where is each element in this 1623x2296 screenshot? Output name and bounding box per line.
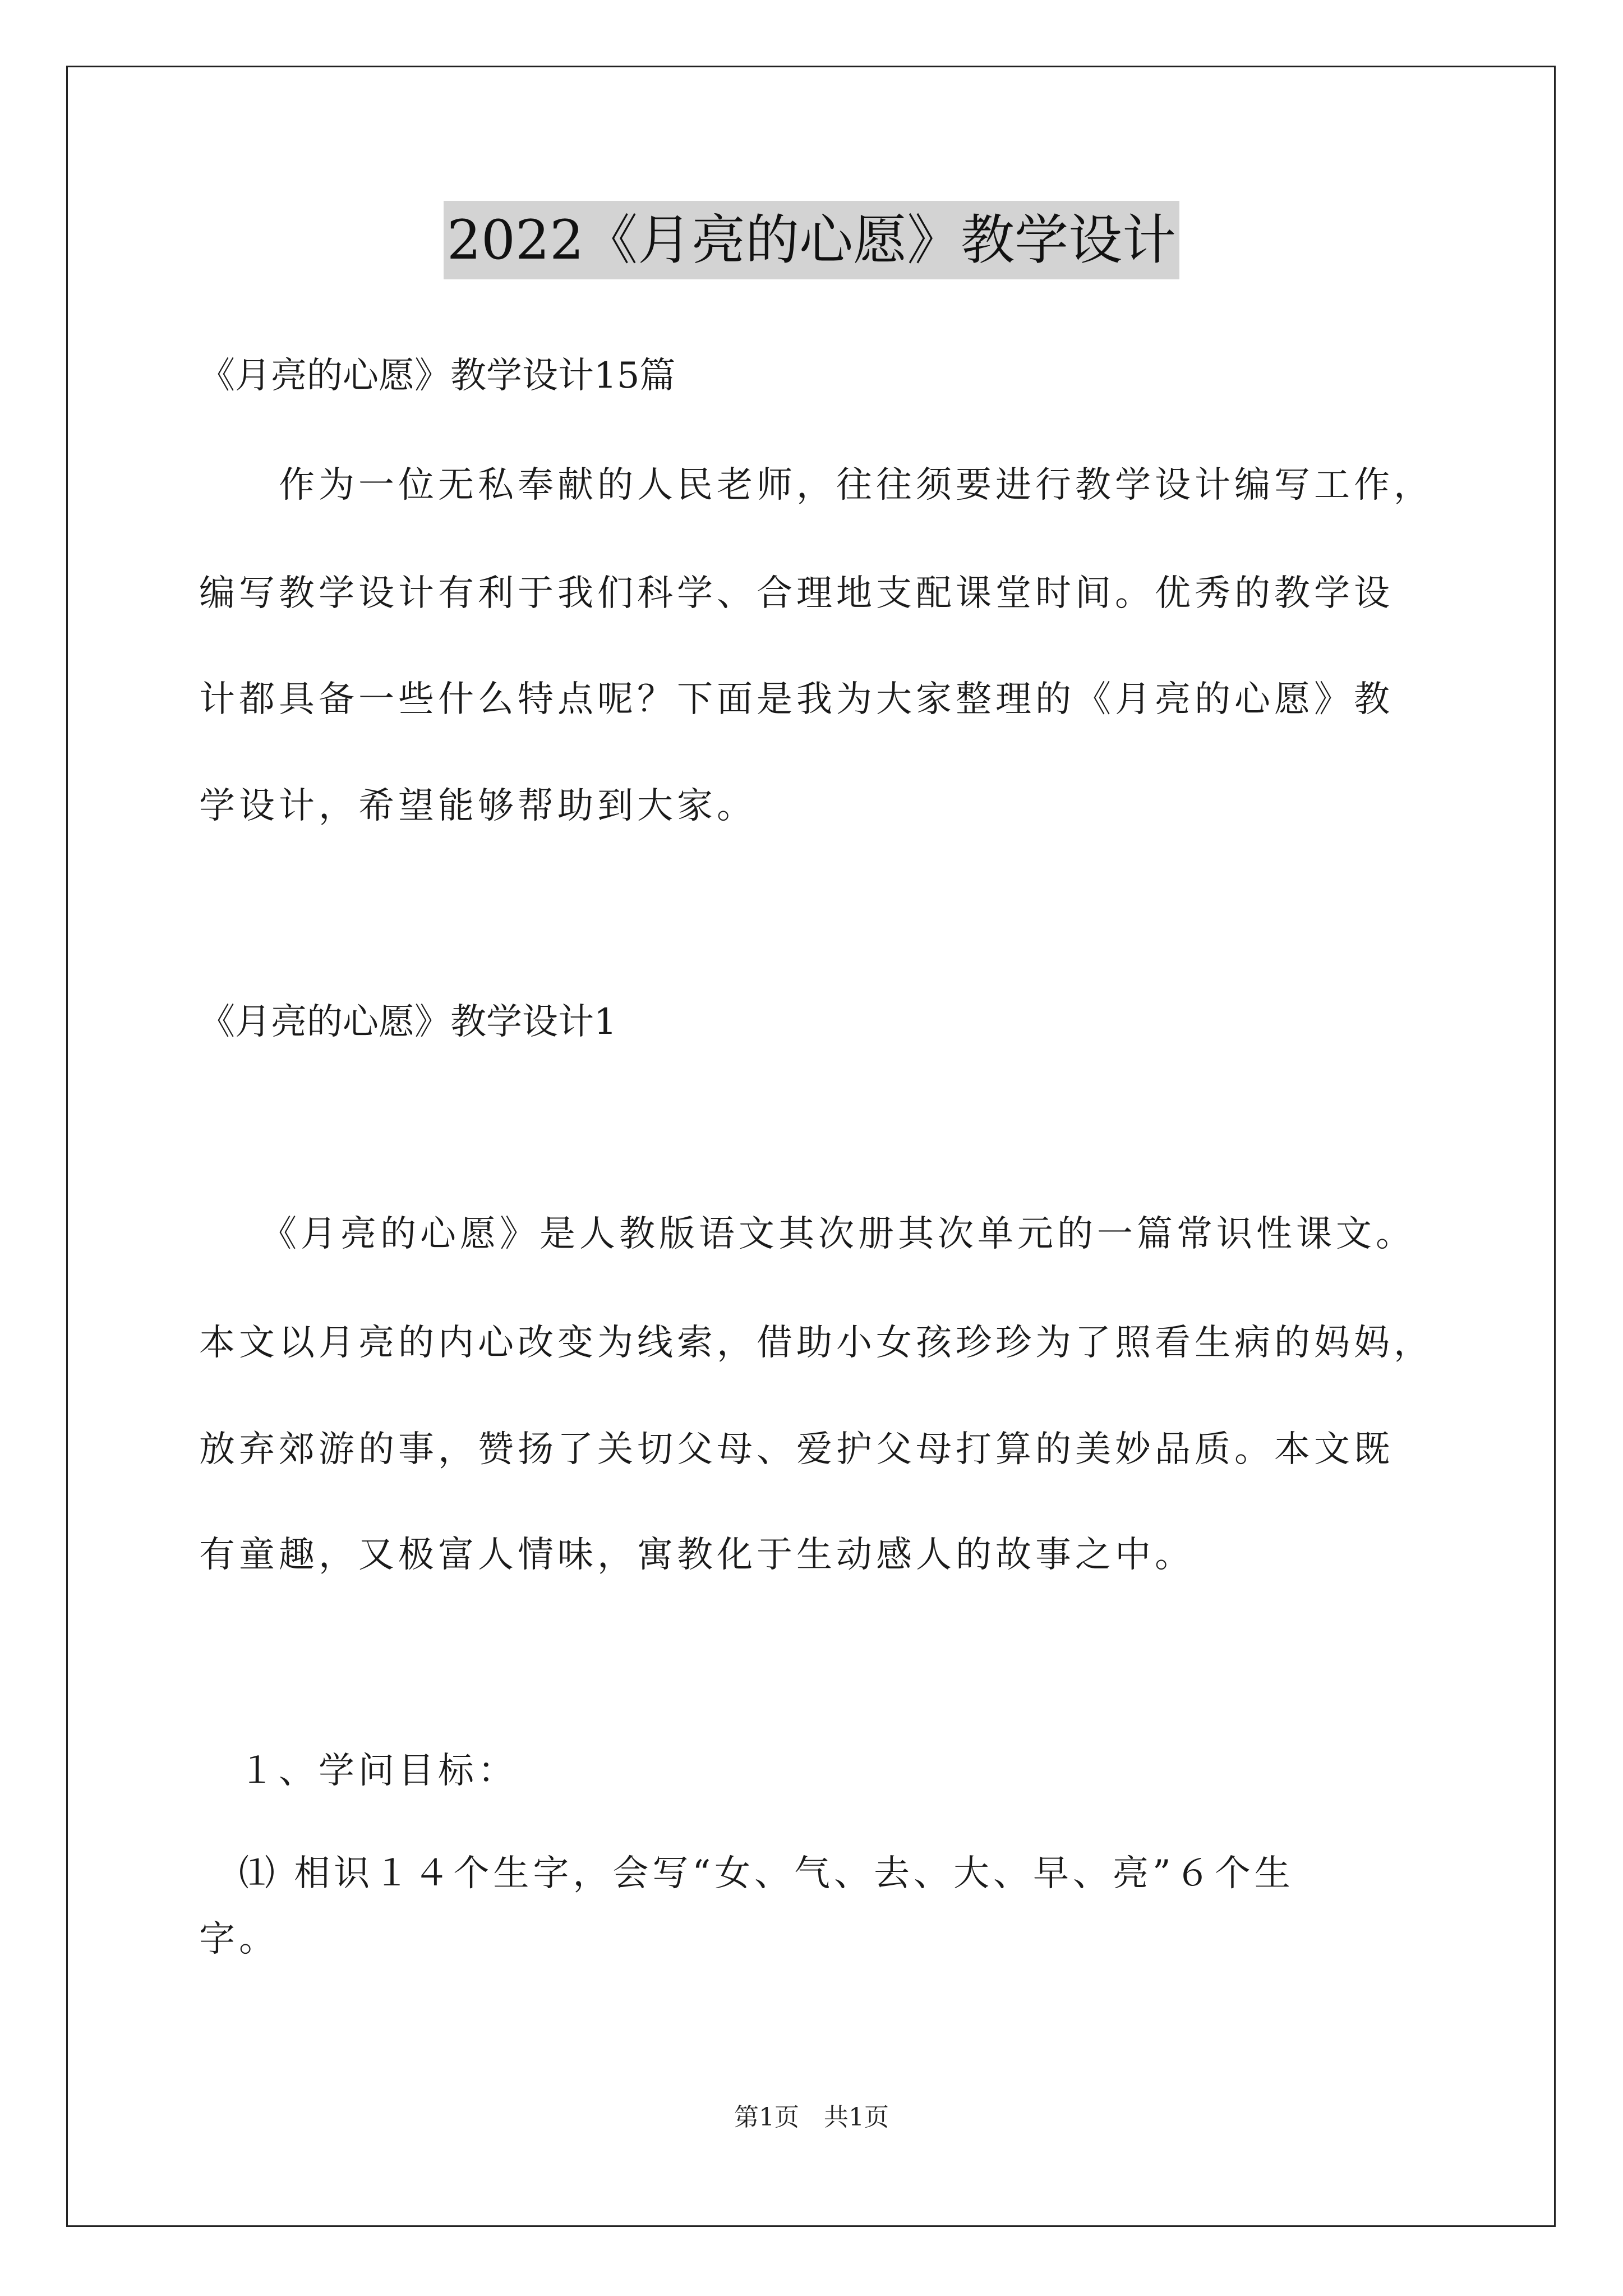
- title-container: [0, 201, 1623, 279]
- intro-line: 编写教学设计有利于我们科学、合理地支配课堂时间。优秀的教学设: [199, 573, 1394, 614]
- goal-line: 字。: [199, 1918, 279, 1960]
- intro-line: 学设计，希望能够帮助到大家。: [199, 785, 757, 827]
- goal-heading: １、学问目标：: [199, 1750, 518, 1792]
- document-title: 2022《月亮的心愿》教学设计: [444, 201, 1179, 279]
- page-footer: 第1页 共1页: [734, 2103, 889, 2132]
- intro-line: 计都具备一些什么特点呢？下面是我为大家整理的《月亮的心愿》教: [199, 679, 1394, 720]
- body-line: 本文以月亮的内心改变为线索，借助小女孩珍珍为了照看生病的妈妈，: [199, 1322, 1433, 1364]
- intro-line: 作为一位无私奉献的人民老师，往往须要进行教学设计编写工作，: [199, 464, 1433, 506]
- body-line: 放弃郊游的事，赞扬了关切父母、爱护父母打算的美妙品质。本文既: [199, 1429, 1394, 1470]
- section-heading: 《月亮的心愿》教学设计1: [199, 1001, 617, 1043]
- goal-line: ⑴ 相识１４个生字，会写“女、气、去、大、早、亮”６个生: [199, 1853, 1294, 1894]
- body-line: 有童趣，又极富人情味，寓教化于生动感人的故事之中。: [199, 1534, 1195, 1576]
- body-line: 《月亮的心愿》是人教版语文其次册其次单元的一篇常识性课文。: [199, 1213, 1415, 1255]
- subtitle: 《月亮的心愿》教学设计15篇: [199, 355, 676, 397]
